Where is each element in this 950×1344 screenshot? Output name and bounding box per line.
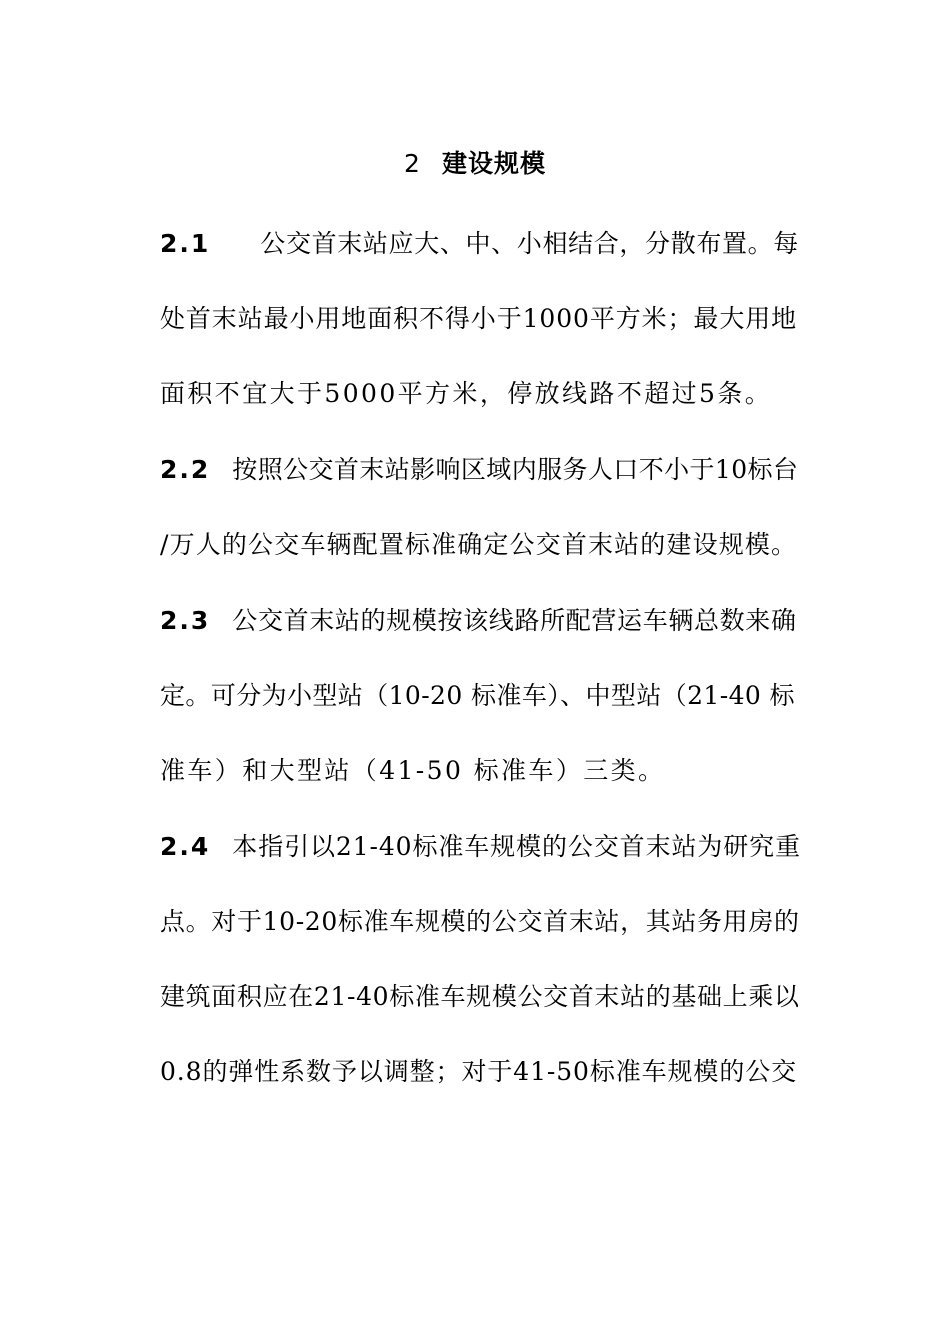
clause-2-3-line-2: 定。可分为小型站（10-20 标准车）、中型站（21-40 标 <box>160 681 795 710</box>
section-number: 2 <box>404 149 420 178</box>
clause-number: 2.2 <box>160 455 211 484</box>
clause-2-4-line-4: 0.8的弹性系数予以调整；对于41-50标准车规模的公交 <box>160 1057 798 1086</box>
clause-2-2-line-1 <box>160 452 800 488</box>
clause-2-3-line-3: 准车）和大型站（41-50 标准车）三类。 <box>160 756 666 785</box>
clause-2-4-line-2: 点。对于10-20标准车规模的公交首末站，其站务用房的 <box>160 907 800 936</box>
section-heading <box>0 146 950 182</box>
clause-number: 2.1 <box>160 229 211 258</box>
clause-2-4-line-3: 建筑面积应在21-40标准车规模公交首末站的基础上乘以 <box>160 982 800 1011</box>
clause-2-2-line-2: /万人的公交车辆配置标准确定公交首末站的建设规模。 <box>160 530 798 559</box>
clause-text: 公交首末站的规模按该线路所配营运车辆总数来确 <box>232 606 797 635</box>
clause-number: 2.3 <box>160 606 211 635</box>
clause-2-1-line-1 <box>160 226 800 262</box>
clause-number: 2.4 <box>160 832 211 861</box>
section-title: 建设规模 <box>441 149 546 178</box>
clause-text: 公交首末站应大、中、小相结合，分散布置。每 <box>260 229 799 258</box>
clause-text: 按照公交首末站影响区域内服务人口不小于10标台 <box>232 455 799 484</box>
clause-2-1-line-3: 面积不宜大于5000平方米，停放线路不超过5条。 <box>160 379 773 408</box>
clause-2-4-line-1 <box>160 829 800 865</box>
clause-text: 本指引以21-40标准车规模的公交首末站为研究重 <box>232 832 801 861</box>
clause-2-3-line-1 <box>160 603 800 639</box>
clause-2-1-line-2: 处首末站最小用地面积不得小于1000平方米；最大用地 <box>160 304 798 333</box>
